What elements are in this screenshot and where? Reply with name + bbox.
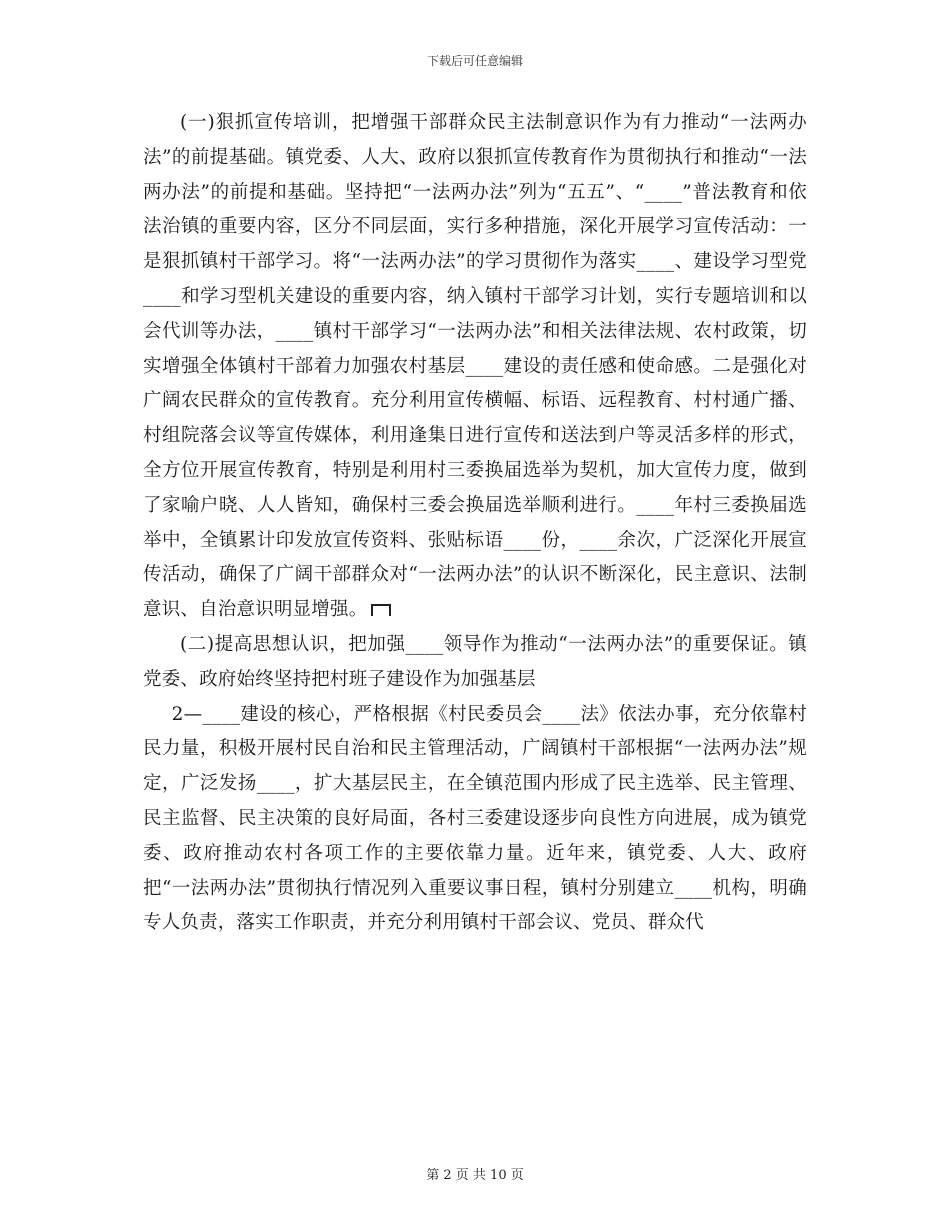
paragraph-mark-icon xyxy=(371,604,391,616)
page-header: 下载后可任意编辑 xyxy=(426,54,523,68)
paragraph-3: 2—____建设的核心，严格根据《村民委员会____法》依法办事，充分依靠村民力量，积极开展村民自治和民主管理活动，广阔镇村干部根据“一法两办法”规定，广泛发扬____，扩大基层民主，在全镇范围内形成了民主选举、民主管理、民主监督、民主决策的良好局面，各村三委建设逐步向良性方向进展，成为镇党委、政府推动农村各项工作的主要依靠力量。近年来，镇党委、人大、政府把“一法两办法”贯彻执行情况列入重要议事日程，镇村分别建立____机构，明确专人负责，落实工作职责，并充分利用镇村干部会议、党员、群众代 xyxy=(143,703,807,934)
paragraph-1-text: (一)狠抓宣传培训，把增强干部群众民主法制意识作为有力推动“一法两办法”的前提基础。镇党委、人大、政府以狠抓宣传教育作为贯彻执行和推动“一法两办法”的前提和基础。坚持把“一法两办法”列为“五五”、“____”普法教育和依法治镇的重要内容，区分不同层面，实行多种措施，深化开展学习宣传活动：一是狠抓镇村干部学习。将“一法两办法”的学习贯彻作为落实____、建设学习型党____和学习型机关建设的重要内容，纳入镇村干部学习计划，实行专题培训和以会代训等办法，____镇村干部学习“一法两办法”和相关法律法规、农村政策，切实增强全体镇村干部着力加强农村基层____建设的责任感和使命感。二是强化对广阔农民群众的宣传教育。充分利用宣传横幅、标语、远程教育、村村通广播、村组院落会议等宣传媒体，利用逢集日进行宣传和送法到户等灵活多样的形式，全方位开展宣传教育，特别是利用村三委换届选举为契机，加大宣传力度，做到了家喻户晓、人人皆知，确保村三委会换届选举顺利进行。____年村三委换届选举中，全镇累计印发放宣传资料、张贴标语____份，____余次，广泛深化开展宣传活动，确保了广阔干部群众对“一法两办法”的认识不断深化，民主意识、法制意识、自治意识明显增强。 xyxy=(143,112,807,621)
document-body xyxy=(143,106,807,941)
paragraph-2: (二)提高思想认识，把加强____领导作为推动“一法两办法”的重要保证。镇党委、政府始终坚持把村班子建设作为加强基层 xyxy=(143,633,807,690)
paragraph-1 xyxy=(143,106,807,628)
page-number: 第 2 页 共 10 页 xyxy=(426,1168,524,1183)
